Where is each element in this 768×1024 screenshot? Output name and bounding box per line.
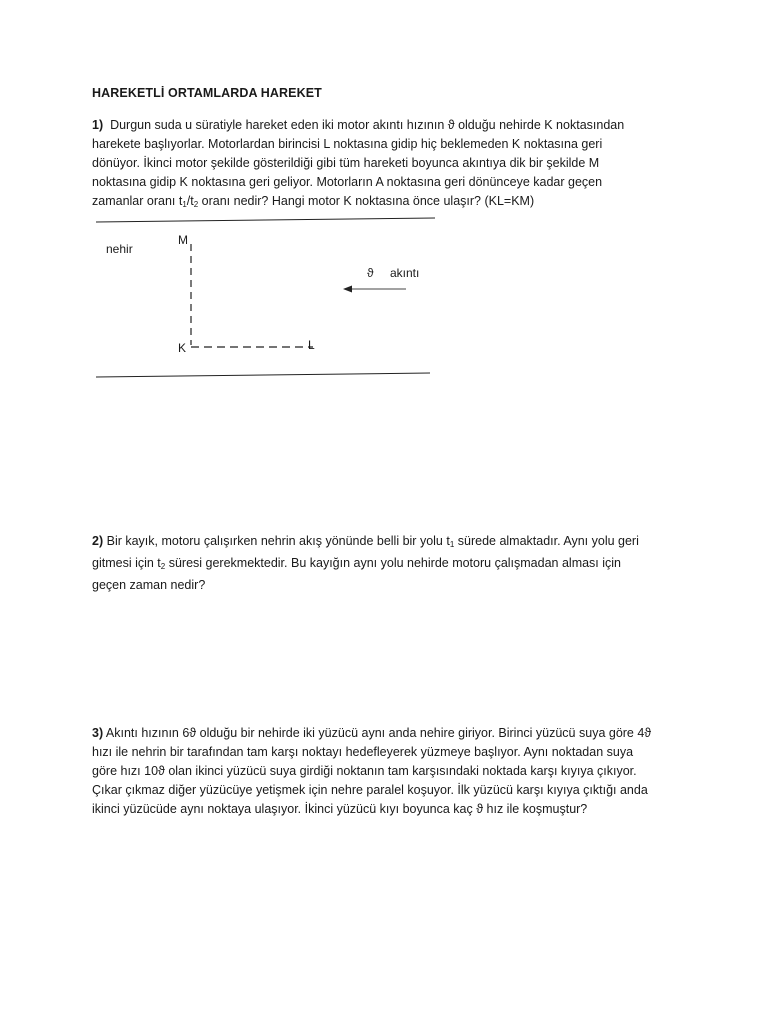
question-1	[92, 116, 682, 214]
question-1-text-5a: zamanlar oranı t	[92, 194, 183, 208]
label-nehir: nehir	[106, 242, 133, 256]
question-1-text-1: Durgun suda u süratiyle hareket eden iki motor akıntı hızının ϑ olduğu nehirde K noktasından	[110, 118, 625, 132]
river-bank-bottom	[96, 373, 430, 377]
question-2-line-2	[92, 554, 682, 576]
question-3-text-1: Akıntı hızının 6ϑ olduğu bir nehirde iki yüzücü aynı anda nehire giriyor. Birinci yüzücü suya göre 4ϑ	[105, 726, 652, 740]
question-2-line-1	[92, 532, 682, 554]
question-1-text-5c: oranı nedir? Hangi motor K noktasına önce ulaşır? (KL=KM)	[198, 194, 535, 208]
label-point-k: K	[178, 341, 187, 355]
question-2-text-2a: gitmesi için t	[92, 556, 161, 570]
label-point-m: M	[178, 233, 188, 247]
question-3-line-2: hızı ile nehrin bir tarafından tam karşı noktayı hedefleyerek yüzmeye başlıyor. Aynı noktadan suya	[92, 745, 634, 759]
question-2-number: 2)	[92, 534, 104, 548]
question-1-line-3: dönüyor. İkinci motor şekilde gösterildiği gibi tüm hareketi boyunca akıntıya dik bir şekilde M	[92, 156, 600, 170]
question-3-line-1	[92, 724, 682, 743]
question-1-line-5	[92, 192, 682, 214]
question-2-line-3: geçen zaman nedir?	[92, 578, 206, 592]
subscript-t2: 2	[160, 562, 166, 571]
question-2-text-1b: sürede almaktadır. Aynı yolu geri	[454, 534, 639, 548]
question-1-line-1	[92, 116, 682, 135]
question-2-text-2b: süresi gerekmektedir. Bu kayığın aynı yolu nehirde motoru çalışmadan alması için	[165, 556, 622, 570]
question-1-number: 1)	[92, 118, 104, 132]
question-1-line-4: noktasına gidip K noktasına geri geliyor. Motorların A noktasına geri dönünceye kadar geçen	[92, 175, 603, 189]
question-1-line-2: harekete başlıyorlar. Motorlardan birincisi L noktasına gidip hiç beklemeden K noktasına geri	[92, 137, 603, 151]
label-flow-symbol: ϑ	[367, 266, 374, 280]
question-1-text-5b: /t	[186, 194, 194, 208]
question-2-text-1a: Bir kayık, motoru çalışırken nehrin akış yönünde belli bir yolu t	[106, 534, 450, 548]
question-2	[92, 532, 682, 595]
question-3-line-3: göre hızı 10ϑ olan ikinci yüzücü suya girdiği noktanın tam karşısındaki noktada karşı kıyıya çıkıyor.	[92, 764, 637, 778]
question-3-line-4: Çıkar çıkmaz diğer yüzücüye yetişmek için nehre paralel koşuyor. İlk yüzücü karşı kıyıya çıktığı anda	[92, 783, 648, 797]
river-bank-top	[96, 218, 435, 222]
label-akinti: akıntı	[390, 266, 420, 280]
question-3	[92, 724, 682, 819]
label-point-l: L	[308, 338, 315, 352]
document-title: HAREKETLİ ORTAMLARDA HAREKET	[92, 86, 322, 100]
flow-arrow-head	[343, 286, 352, 293]
subscript-2: 2	[193, 200, 199, 209]
subscript-t1: 1	[449, 540, 455, 549]
subscript-1: 1	[182, 200, 187, 209]
question-3-number: 3)	[92, 726, 104, 740]
question-3-line-5: ikinci yüzücüde aynı noktaya ulaşıyor. İkinci yüzücü kıyı boyunca kaç ϑ hız ile koşmuştur?	[92, 802, 588, 816]
